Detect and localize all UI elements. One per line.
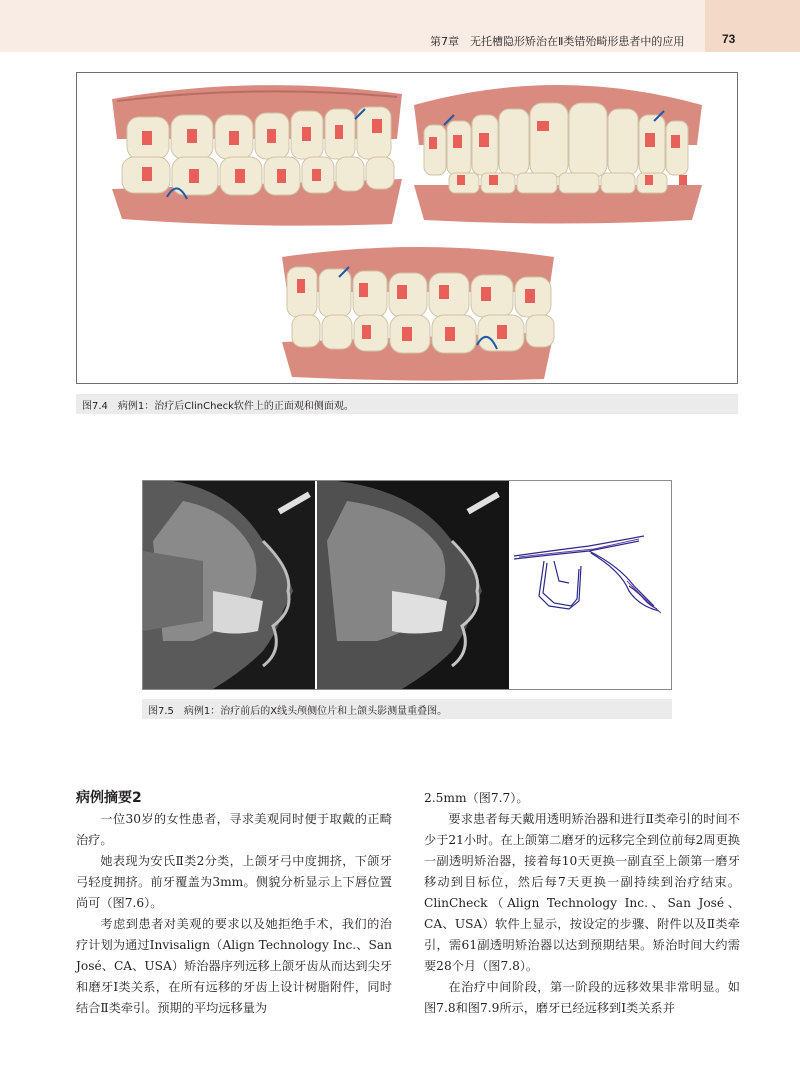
- paragraph: 2.5mm（图7.7）。: [424, 791, 529, 805]
- page-number: 73: [722, 32, 736, 46]
- figure-7-4: [76, 72, 738, 384]
- figure-7-5: [142, 480, 672, 690]
- paragraph: 要求患者每天戴用透明矫治器和进行Ⅱ类牵引的时间不少于21小时。在上颌第二磨牙的远移完全到位前每2周更换一副透明矫治器，接着每10天更换一副直至上颌第一磨牙移动到目标位，然后每7天更换一副持续到治疗结束。ClinCheck（Align Technology Inc.、San José、CA、USA）软件上显示，按设定的步骤、附件以及Ⅱ类牵引，需61副透明矫治器以达到预期结果。矫治时间大约需要28个月（图7.8）。: [424, 812, 740, 973]
- section-title: 病例摘要2: [76, 790, 142, 806]
- paragraph: 在治疗中间阶段，第一阶段的远移效果非常明显。如图7.8和图7.9所示，磨牙已经远移到Ⅰ类关系并: [424, 980, 740, 1015]
- figure-7-5-caption: 图7.5 病例1：治疗前后的X线头颅侧位片和上颌头影测量重叠图。: [148, 706, 448, 717]
- figure-7-4-caption-bar: [76, 394, 738, 414]
- cephalometric-tracing-overlay: [509, 481, 671, 689]
- page-number-box: [705, 0, 800, 52]
- cephalometric-xray-before: [143, 481, 315, 689]
- clincheck-left-view: [277, 237, 559, 382]
- figure-7-5-caption-bar: [142, 699, 672, 719]
- paragraph: 考虑到患者对美观的要求以及她拒绝手术，我们的治疗计划为通过Invisalign（Align Technology Inc.、San José、CA、USA）矫治器序列远移上颌牙齿从而达到尖牙和磨牙Ⅰ类关系，在所有远移的牙齿上设计树脂附件，同时结合Ⅱ类牵引。预期的平均远移量为: [76, 917, 392, 1015]
- paragraph: 她表现为安氏Ⅱ类2分类，上颌牙弓中度拥挤，下颌牙弓轻度拥挤。前牙覆盖为3mm。侧貌分析显示上下唇位置尚可（图7.6）。: [76, 854, 392, 910]
- paragraph: 一位30岁的女性患者，寻求美观同时便于取戴的正畸治疗。: [76, 812, 392, 847]
- left-text-column: [76, 788, 392, 1019]
- figure-7-4-caption: 图7.4 病例1：治疗后ClinCheck软件上的正面观和侧面观。: [82, 401, 354, 412]
- cephalometric-xray-after: [317, 481, 509, 689]
- right-text-column: [424, 788, 740, 1019]
- clincheck-right-view: [107, 79, 407, 229]
- chapter-title: 第7章 无托槽隐形矫治在Ⅱ类错殆畸形患者中的应用: [430, 35, 685, 48]
- clincheck-frontal-view: [409, 75, 707, 225]
